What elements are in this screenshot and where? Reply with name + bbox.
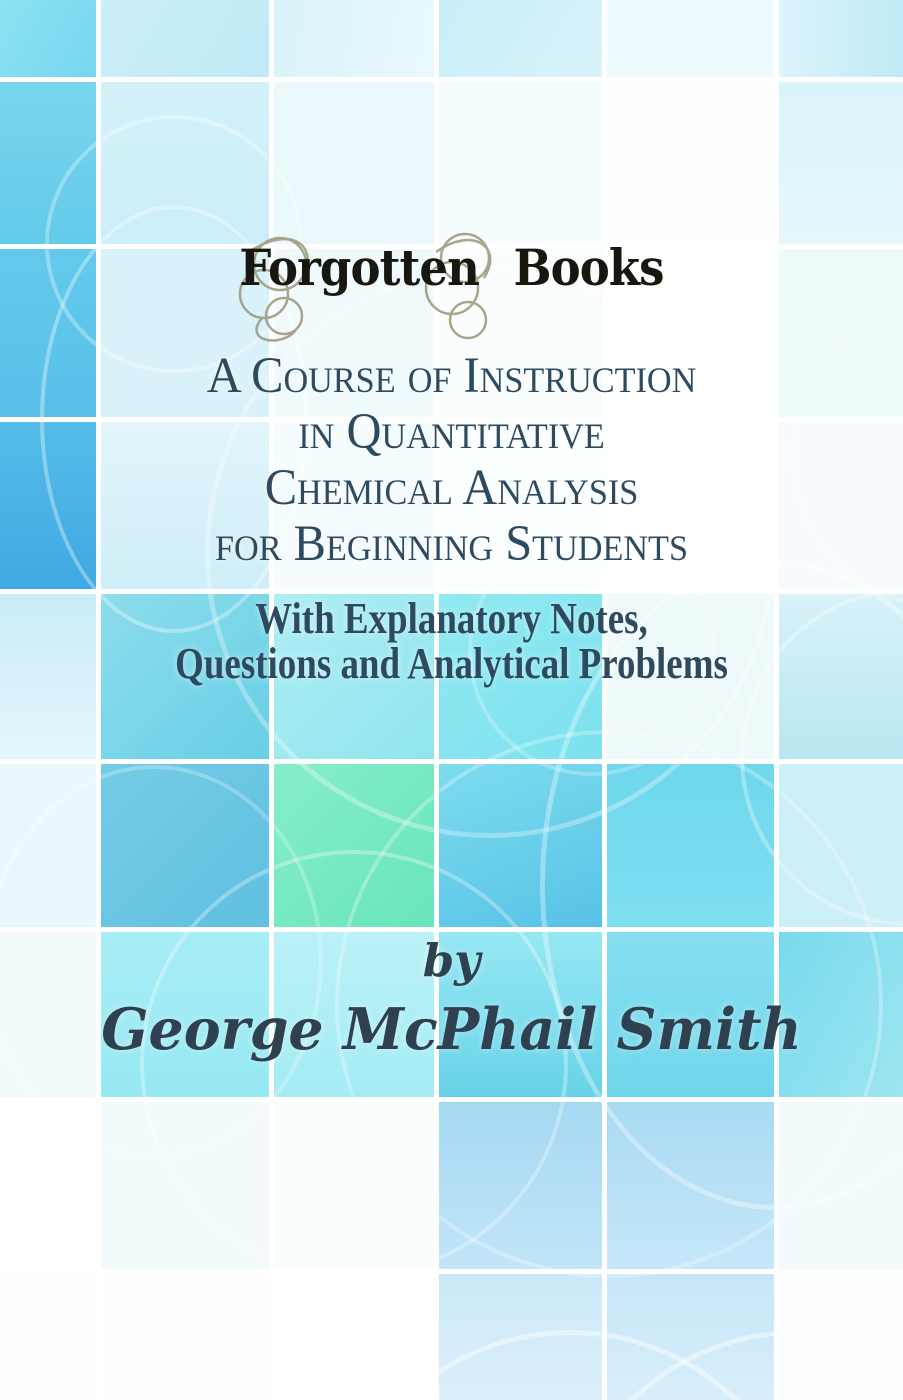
grid-cell xyxy=(274,1274,434,1400)
book-subtitle xyxy=(72,594,831,688)
subtitle-line-1: With Explanatory Notes, xyxy=(255,594,648,643)
grid-cell xyxy=(779,82,903,244)
grid-cell xyxy=(779,0,903,77)
subtitle-line-2: Questions and Analytical Problems xyxy=(175,638,728,688)
author-name: George McPhail Smith xyxy=(101,996,802,1063)
grid-cell xyxy=(0,0,96,77)
publisher-logo: Forgotten Books xyxy=(239,238,664,297)
title-line-4: for Beginning Students xyxy=(215,516,688,573)
grid-cell xyxy=(101,0,269,77)
author-byline: by xyxy=(422,934,481,987)
grid-cell xyxy=(274,0,434,77)
title-line-1: A Course of Instruction xyxy=(206,348,697,404)
title-line-2: in Quantitative xyxy=(298,404,605,461)
grid-cell xyxy=(607,0,774,77)
grid-cell xyxy=(101,1274,269,1400)
book-title xyxy=(23,348,881,572)
title-line-3: Chemical Analysis xyxy=(264,460,639,517)
grid-cell xyxy=(0,1274,96,1400)
grid-cell xyxy=(439,82,602,244)
grid-cell xyxy=(607,82,774,244)
grid-cell xyxy=(439,0,602,77)
